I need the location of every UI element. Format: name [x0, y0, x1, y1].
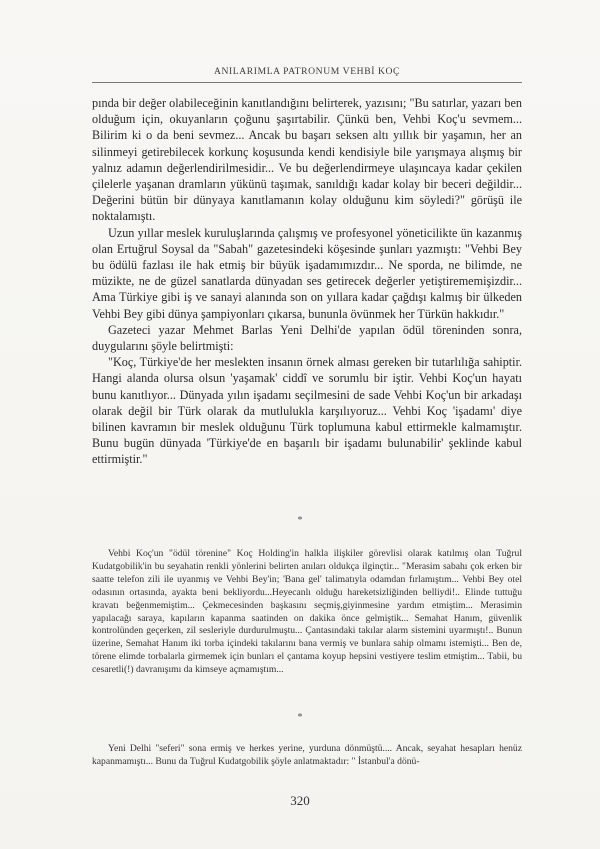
note-block — [92, 743, 522, 769]
quoted-paragraph: "Koç, Türkiye'de her meslekten insanın örnek alması gereken bir tutarlılığa sahiptir. Hangi alanda olursa olsun 'yaşamak' ciddî ve sorumlu bir iştir. Vehbi Koç'un hayatı bunu kanıtlıyor... Dünyada yılın işadamı seçilmesini de sade Vehbi Koç'un bir arkadaşı olarak değil bir Türk olarak da mutlulukla karşılıyoruz... Vehbi Koç 'işadamı' diye bilinen kavramın bir meslek olduğunu Türk toplumuna kabul ettirmekle kalmamıştır. Bunu bugün dünyada 'Türkiye'de en başarılı bir işadamı bulunabilir' şeklinde kabul ettirmiştir." — [92, 355, 522, 467]
section-separator: * — [297, 712, 303, 723]
header-rule — [92, 82, 522, 83]
note-block — [92, 548, 522, 677]
body-paragraph: pında bir değer olabileceğinin kanıtlandığını belirterek, yazısını; "Bu satırlar, yazarı ben olduğum için, okuyanların çoğunu şaşırtabilir. Çünkü ben, Vehbi Koç'u sevmem... Bilirim ki o da beni sevmez... Ancak bu başarı seksen altı yıllık bir yaşamın, her an silinmeyi getirebilecek korkunç koşusunda kendi kendisiyle bile yarışmaya alışmış bir yalnız adamın değerlendirilmesidir... Ve bu değerlendirmeye ulaşıncaya kadar çekilen çilelerle yaşanan dramların yükünü taşımak, sanıldığı kadar kolay bir beceri değildir... Değerini bütün bir dünyaya kanıtlamanın kolay olduğunu kim söyledi?" görüşü ile noktalamıştı. — [92, 96, 522, 224]
section-separator: * — [297, 515, 303, 526]
note-paragraph: Vehbi Koç'un "ödül törenine" Koç Holding'in halkla ilişkiler görevlisi olarak katılmış olan Tuğrul Kudatgobilik'in bu seyahatin renkli yönlerini belirten anıları oldukça ilginçtir... "Merasim sabahı çok erken bir saatte telefon zili ile uyanmış ve Vehbi Bey'in; 'Bana gel' talimatıyla odamdan fırlamıştım... Vehbi Bey otel odasının ortasında, ayakta beni bekliyordu...Heyecanlı olduğu hareketsizliğinden belliydi!.. Elinde tuttuğu kravatı beğenmemiştim... Çekmecesinden başkasını seçmiş,giyinmesine yardım etmiştim... Merasimin yapılacağı saraya, kapıların kapanma saatinden on dakika önce gelmiştik... Semahat Hanım, güvenlik kontrolünden geçerken, zil sesleriyle durdurulmuştu... Çantasındaki takılar alarm sistemini uyarmıştı!.. Bunun üzerine, Semahat Hanım iki torba içindeki takılarını bana vermiş ve bunlara sahip olmamı istemişti... Ben de, törene elimde torbalarla girmemek için bunları el çantama koyup hepsini vestiyere teslim etmiştim... Tabii, bu cesaretli(!) davranışımı da kimseye açmamıştım... — [92, 548, 522, 676]
page-number: 320 — [290, 793, 310, 808]
main-text — [92, 95, 522, 468]
note-paragraph: Yeni Delhi "seferi" sona ermiş ve herkes yerine, yurduna dönmüştü.... Ancak, seyahat hesapları henüz kapanmamıştı... Bunu da Tuğrul Kudatgobilik şöyle anlatmaktadır: " İstanbul'a dönü- — [92, 743, 522, 767]
body-paragraph: Uzun yıllar meslek kuruluşlarında çalışmış ve profesyonel yöneticilikte ün kazanmış olan Ertuğrul Soysal da "Sabah" gazetesindeki köşesinde şunları yazmıştı: "Vehbi Bey bu ödülü fazlası ile hak etmiş bir büyük işadamımızdır... Ne sporda, ne bilimde, ne müzikte, ne de güzel sanatlarda dünyadan ses getirecek değerler yetiştirememişizdir... Ama Türkiye gibi iş ve sanayi alanında son on yıllara kadar çağdışı kalmış bir ülkeden Vehbi Bey gibi dünya şampiyonları çıkarsa, bununla övünmek her Türkün hakkıdır." — [92, 225, 522, 321]
running-head: ANILARIMLA PATRONUM VEHBİ KOÇ — [213, 66, 401, 77]
body-paragraph: Gazeteci yazar Mehmet Barlas Yeni Delhi'de yapılan ödül töreninden sonra, duygularını şöyle belirtmişti: — [92, 322, 522, 354]
